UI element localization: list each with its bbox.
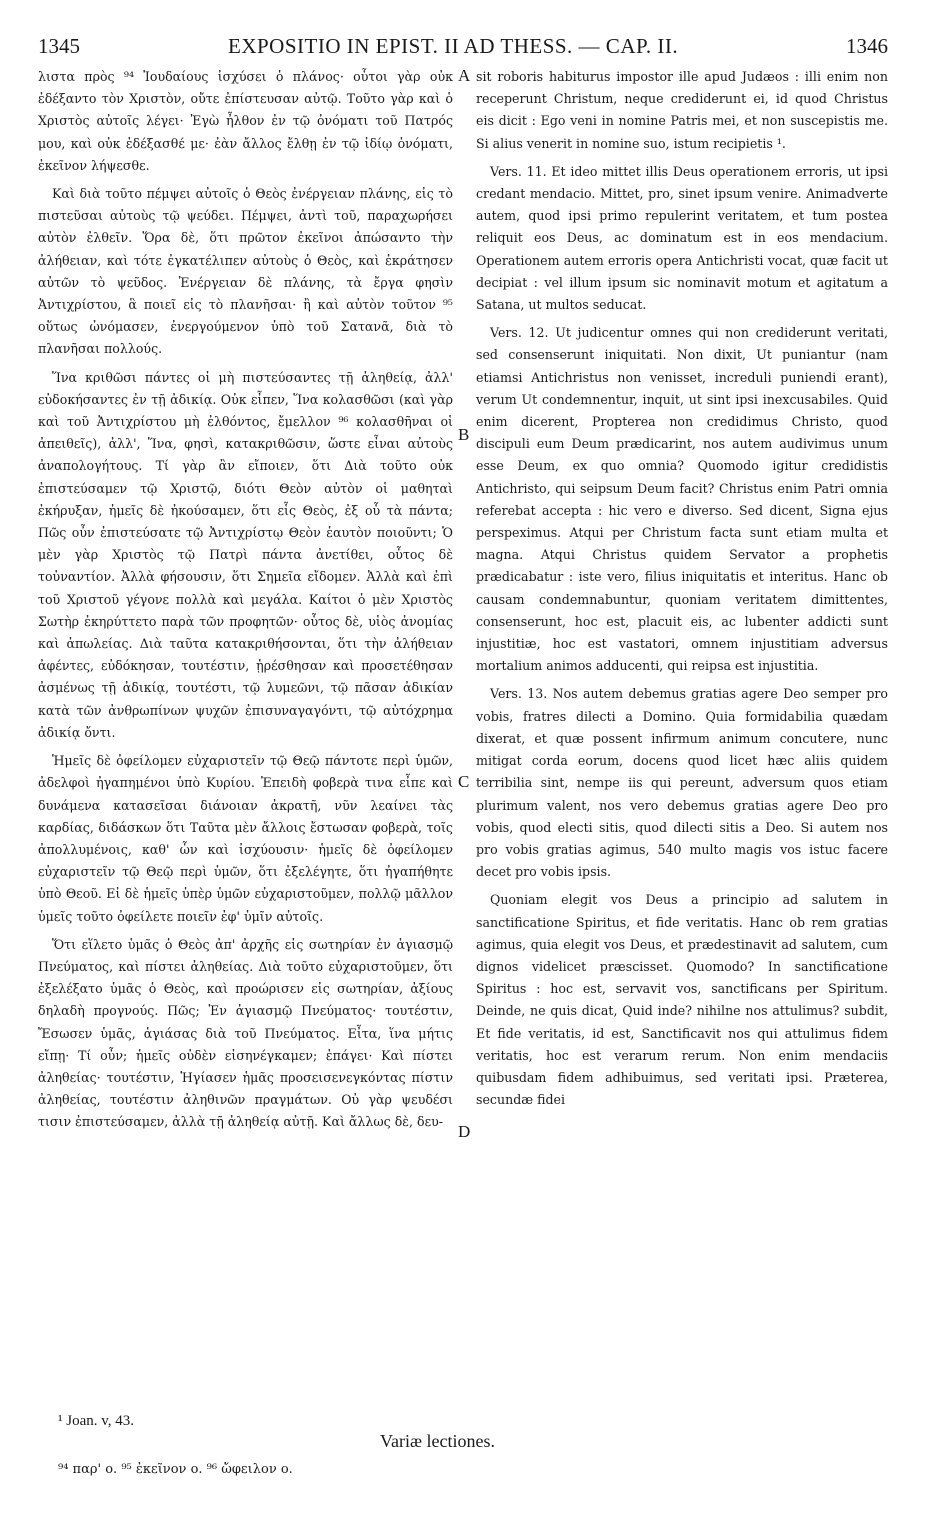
- latin-paragraph: Vers. 11. Et ideo mittet illis Deus operationem erroris, ut ipsi credant mendacio. Mittet, pro, sinet ipsum venire. Animadverte autem, quod ipsi primo repulerint veritatem, et tum postea reliquit eos Deus, ac dominatum est in eos mendacium. Operationem autem erroris opera Antichristi vocat, quæ facit ut decipiat : vel illum ipsum sic nominavit motum et agitatum a Satana, ut multos seducat.: [476, 163, 888, 313]
- page-number-left: 1345: [38, 34, 80, 58]
- variae-lectiones-title: Variæ lectiones.: [380, 1431, 495, 1451]
- latin-paragraph: Quoniam elegit vos Deus a principio ad salutem in sanctificatione Spiritus, et fide veritatis. Hanc ob rem gratias agimus, quia elegit vos Deus, et prædestinavit ad salutem, cum dignos videlicet præscisset. Quomodo? In sanctificatione Spiritus : hoc est, servavit vos, sanctificans per Spiritum. Deinde, ne quis dicat, Quid inde? nihilne nos attulimus? subdit, Et fide veritatis, id est, Sanctificavit nos qui attulimus fidem veritatis, hoc est verarum rerum. Non enim mendaciis quibusdam fidem adhibuimus, sed veritati ipsi. Præterea, secundæ fidei: [476, 892, 888, 1108]
- section-marker-d: D: [458, 1122, 471, 1141]
- section-marker-b: B: [458, 425, 470, 444]
- greek-paragraph: Ἵνα κριθῶσι πάντες οἱ μὴ πιστεύσαντες τῇ ἀληθείᾳ, ἀλλ' εὐδοκήσαντες ἐν τῇ ἀδικίᾳ. Οὐκ εἶπεν, Ἵνα κολασθῶσι (καὶ γὰρ καὶ τοῦ Ἀντιχρίστου μὴ ἐλθόντος, ἔμελλον ⁹⁶ κολασθῆναι οἱ ἀπειθεῖς), ἀλλ', Ἵνα, φησὶ, κατακριθῶσιν, ὥστε εἶναι αὐτοὺς ἀναπολογήτους. Τί γὰρ ἂν εἴποιεν, ὅτι Διὰ τοῦτο οὐκ ἐπιστεύσαμεν τῷ Χριστῷ, διότι Θεὸν αὐτὸν οἱ μαθηταὶ ἐκήρυξαν, ἡμεῖς δὲ ἠκούσαμεν, ὅτι εἷς Θεὸς, ἐξ οὗ τὰ πάντα; Πῶς οὖν ἐπιστεύσατε τῷ Ἀντιχρίστῳ Θεὸν ἑαυτὸν ποιοῦντι; Ὁ μὲν γὰρ Χριστὸς τῷ Πατρὶ πάντα ἀνετίθει, οὗτος δὲ τοὐναντίον. Ἀλλὰ φήσουσιν, ὅτι Σημεῖα εἴδομεν. Ἀλλὰ καὶ ἐπὶ τοῦ Χριστοῦ γέγονε πολλὰ καὶ μεγάλα. Καίτοι ὁ μὲν Χριστὸς Σωτὴρ ἐκηρύττετο παρὰ τῶν προφητῶν· οὗτος δὲ, υἱὸς ἀνομίας καὶ ἀπωλείας. Διὰ ταῦτα κατακριθήσονται, ὅτι τὴν ἀλήθειαν ἀφέντες, εὐδόκησαν, τουτέστιν, ᾑρέσθησαν καὶ προσετέθησαν ἀσμένως τῇ ἀδικίᾳ, τουτέστι, τῷ λυμεῶνι, τῷ πᾶσαν ἀδικίαν κατὰ τῶν ἀνθρωπίνων ψυχῶν ἐπισυναγαγόντι, τῷ αὐτόχρημα ἀδικίᾳ ὄντι.: [38, 369, 453, 740]
- page-number-right: 1346: [846, 34, 888, 58]
- running-title: EXPOSITIO IN EPIST. II AD THESS. — CAP. II.: [228, 34, 679, 58]
- latin-paragraph: sit roboris habiturus impostor ille apud Judæos : illi enim non receperunt Christum, neque crediderunt ei, id quod Christus eis dicit : Ego veni in nomine Patris mei, et non suscepistis me. Si alius venerit in nomine suo, istum recipietis ¹.: [476, 69, 888, 151]
- section-marker-a: A: [458, 66, 471, 85]
- section-marker-c: C: [458, 772, 470, 791]
- page-header: [38, 34, 888, 62]
- greek-paragraph: λιστα πρὸς ⁹⁴ Ἰουδαίους ἰσχύσει ὁ πλάνος· οὗτοι γὰρ οὐκ ἐδέξαντο τὸν Χριστὸν, οὔτε ἐπίστευσαν αὐτῷ. Τοῦτο γὰρ καὶ ὁ Χριστὸς αὐτοῖς λέγει· Ἐγὼ ἦλθον ἐν τῷ ὀνόματι τοῦ Πατρός μου, καὶ οὐκ ἐδέξασθέ με· ἐὰν ἄλλος ἔλθῃ ἐν τῷ ἰδίῳ ὀνόματι, ἐκεῖνον λήψεσθε.: [38, 69, 453, 173]
- latin-paragraph: Vers. 13. Nos autem debemus gratias agere Deo semper pro vobis, fratres dilecti a Domino. Quia formidabilia quædam dixerat, et quæ possent infirmum animum concutere, nunc mitigat corda eorum, docens quod licet hæc aliis quidem terribilia sint, nempe iis qui pereunt, adversum quos etiam plurimum valent, nos vero debemus gratias agere Deo pro vobis, quod electi sitis, quod dilecti sitis a Deo. Si autem nos pro vobis gratias agimus, 540 multo magis vos istuc facere decet pro vobis ipsis.: [476, 686, 888, 880]
- greek-column: [38, 66, 453, 1140]
- latin-paragraph: Vers. 12. Ut judicentur omnes qui non crediderunt veritati, sed consenserunt iniquitati. Non dixit, Ut puniantur (nam etiamsi Antichristus non venisset, increduli puniendi erant), verum Ut condemnentur, inquit, ut sint ipsi inexcusabiles. Quid enim dicerent, Propterea non credidimus Christo, quod discipuli eum Deum prædicarint, nos autem audivimus unum esse Deum, ex quo omnia? Quomodo igitur credidistis Antichristo, qui seipsum Deum facit? Christus enim Patri omnia referebat accepta : hic vero e diverso. Sed dicent, Signa ejus perspeximus. Atqui per Christum facta sunt etiam multa et magna. Atqui Christus quidem Servator a prophetis prædicabatur : iste vero, filius iniquitatis et interitus. Hanc ob causam condemnabuntur, quoniam veritatem dimittentes, consenserunt, hoc est, placuit eis, ac lubenter addicti sunt injustitiæ, hoc est vastatori, omnem injustitiam adversus mortalium animos adducenti, qui reipsa est injustitia.: [476, 325, 888, 674]
- greek-paragraph: Ὅτι εἵλετο ὑμᾶς ὁ Θεὸς ἀπ' ἀρχῆς εἰς σωτηρίαν ἐν ἁγιασμῷ Πνεύματος, καὶ πίστει ἀληθείας. Διὰ τοῦτο εὐχαριστοῦμεν, ὅτι ἐξελέξατο ὑμᾶς ὁ Θεὸς, καὶ προώρισεν εἰς σωτηρίαν, ἀξίους δηλαδὴ προγνούς. Πῶς; Ἐν ἁγιασμῷ Πνεύματος· τουτέστιν, Ἔσωσεν ὑμᾶς, ἁγιάσας διὰ τοῦ Πνεύματος. Εἶτα, ἵνα μήτις εἴπῃ· Τί οὖν; ἡμεῖς οὐδὲν εἰσηνέγκαμεν; ἐπάγει· Καὶ πίστει ἀληθείας· τουτέστιν, Ἡγίασεν ἡμᾶς προσεισενεγκόντας πίστιν ἀληθείας, τουτέστιν ἀληθινῶν πραγμάτων. Οὐ γὰρ ψευδέσι τισιν ἐπιστεύσαμεν, ἀλλὰ τῇ ἀληθείᾳ αὐτῇ. Καὶ ἄλλως δὲ, δευ-: [38, 936, 453, 1130]
- footnote: ¹ Joan. v, 43.: [58, 1413, 135, 1429]
- greek-paragraph: Ἡμεῖς δὲ ὀφείλομεν εὐχαριστεῖν τῷ Θεῷ πάντοτε περὶ ὑμῶν, ἀδελφοὶ ἠγαπημένοι ὑπὸ Κυρίου. Ἐπειδὴ φοβερὰ τινα εἶπε καὶ δυνάμενα κατασεῖσαι διάνοιαν ἀκρατῆ, νῦν λεαίνει τὰς καρδίας, διδάσκων ὅτι Ταῦτα μὲν ἄλλοις ἔστωσαν φοβερὰ, τοῖς ἀπολλυμένοις, καθ' ὧν καὶ ἰσχύουσιν· ἡμεῖς δὲ ὀφείλομεν εὐχαριστεῖν τῷ Θεῷ περὶ ὑμῶν, ὅτι ἐξελέγητε, ὅτι ἠγαπήθητε ὑπὸ Θεοῦ. Εἰ δὲ ἡμεῖς ὑπὲρ ὑμῶν εὐχαριστοῦμεν, πολλῷ μᾶλλον ὑμεῖς τοῦτο ὀφείλετε ποιεῖν ἐφ' ὑμῖν αὐτοῖς.: [38, 753, 453, 924]
- latin-column: [476, 66, 888, 1117]
- greek-paragraph: Καὶ διὰ τοῦτο πέμψει αὐτοῖς ὁ Θεὸς ἐνέργειαν πλάνης, εἰς τὸ πιστεῦσαι αὐτοὺς τῷ ψεύδει. Πέμψει, ἀντὶ τοῦ, παραχωρήσει αὐτὸν ἐλθεῖν. Ὅρα δὲ, ὅτι πρῶτον ἐκεῖνοι ἀπώσαντο τὴν ἀλήθειαν, καὶ τότε ἐγκατέλιπεν αὐτοὺς ὁ Θεὸς, καὶ ἐκράτησεν αὐτῶν τὸ ψεῦδος. Ἐνέργειαν δὲ πλάνης, τὰ ἔργα φησὶν Ἀντιχρίστου, ἃ ποιεῖ εἰς τὸ πλανῆσαι· ἢ καὶ αὐτὸν τοῦτον ⁹⁵ οὕτως ὠνόμασεν, ἐνεργούμενον ὑπὸ τοῦ Σατανᾶ, διὰ τὸ πλανῆσαι πολλούς.: [38, 186, 453, 357]
- variae-lectiones-text: ⁹⁴ παρ' ο. ⁹⁵ ἐκεῖνον ο. ⁹⁶ ὤφειλον ο.: [58, 1462, 293, 1477]
